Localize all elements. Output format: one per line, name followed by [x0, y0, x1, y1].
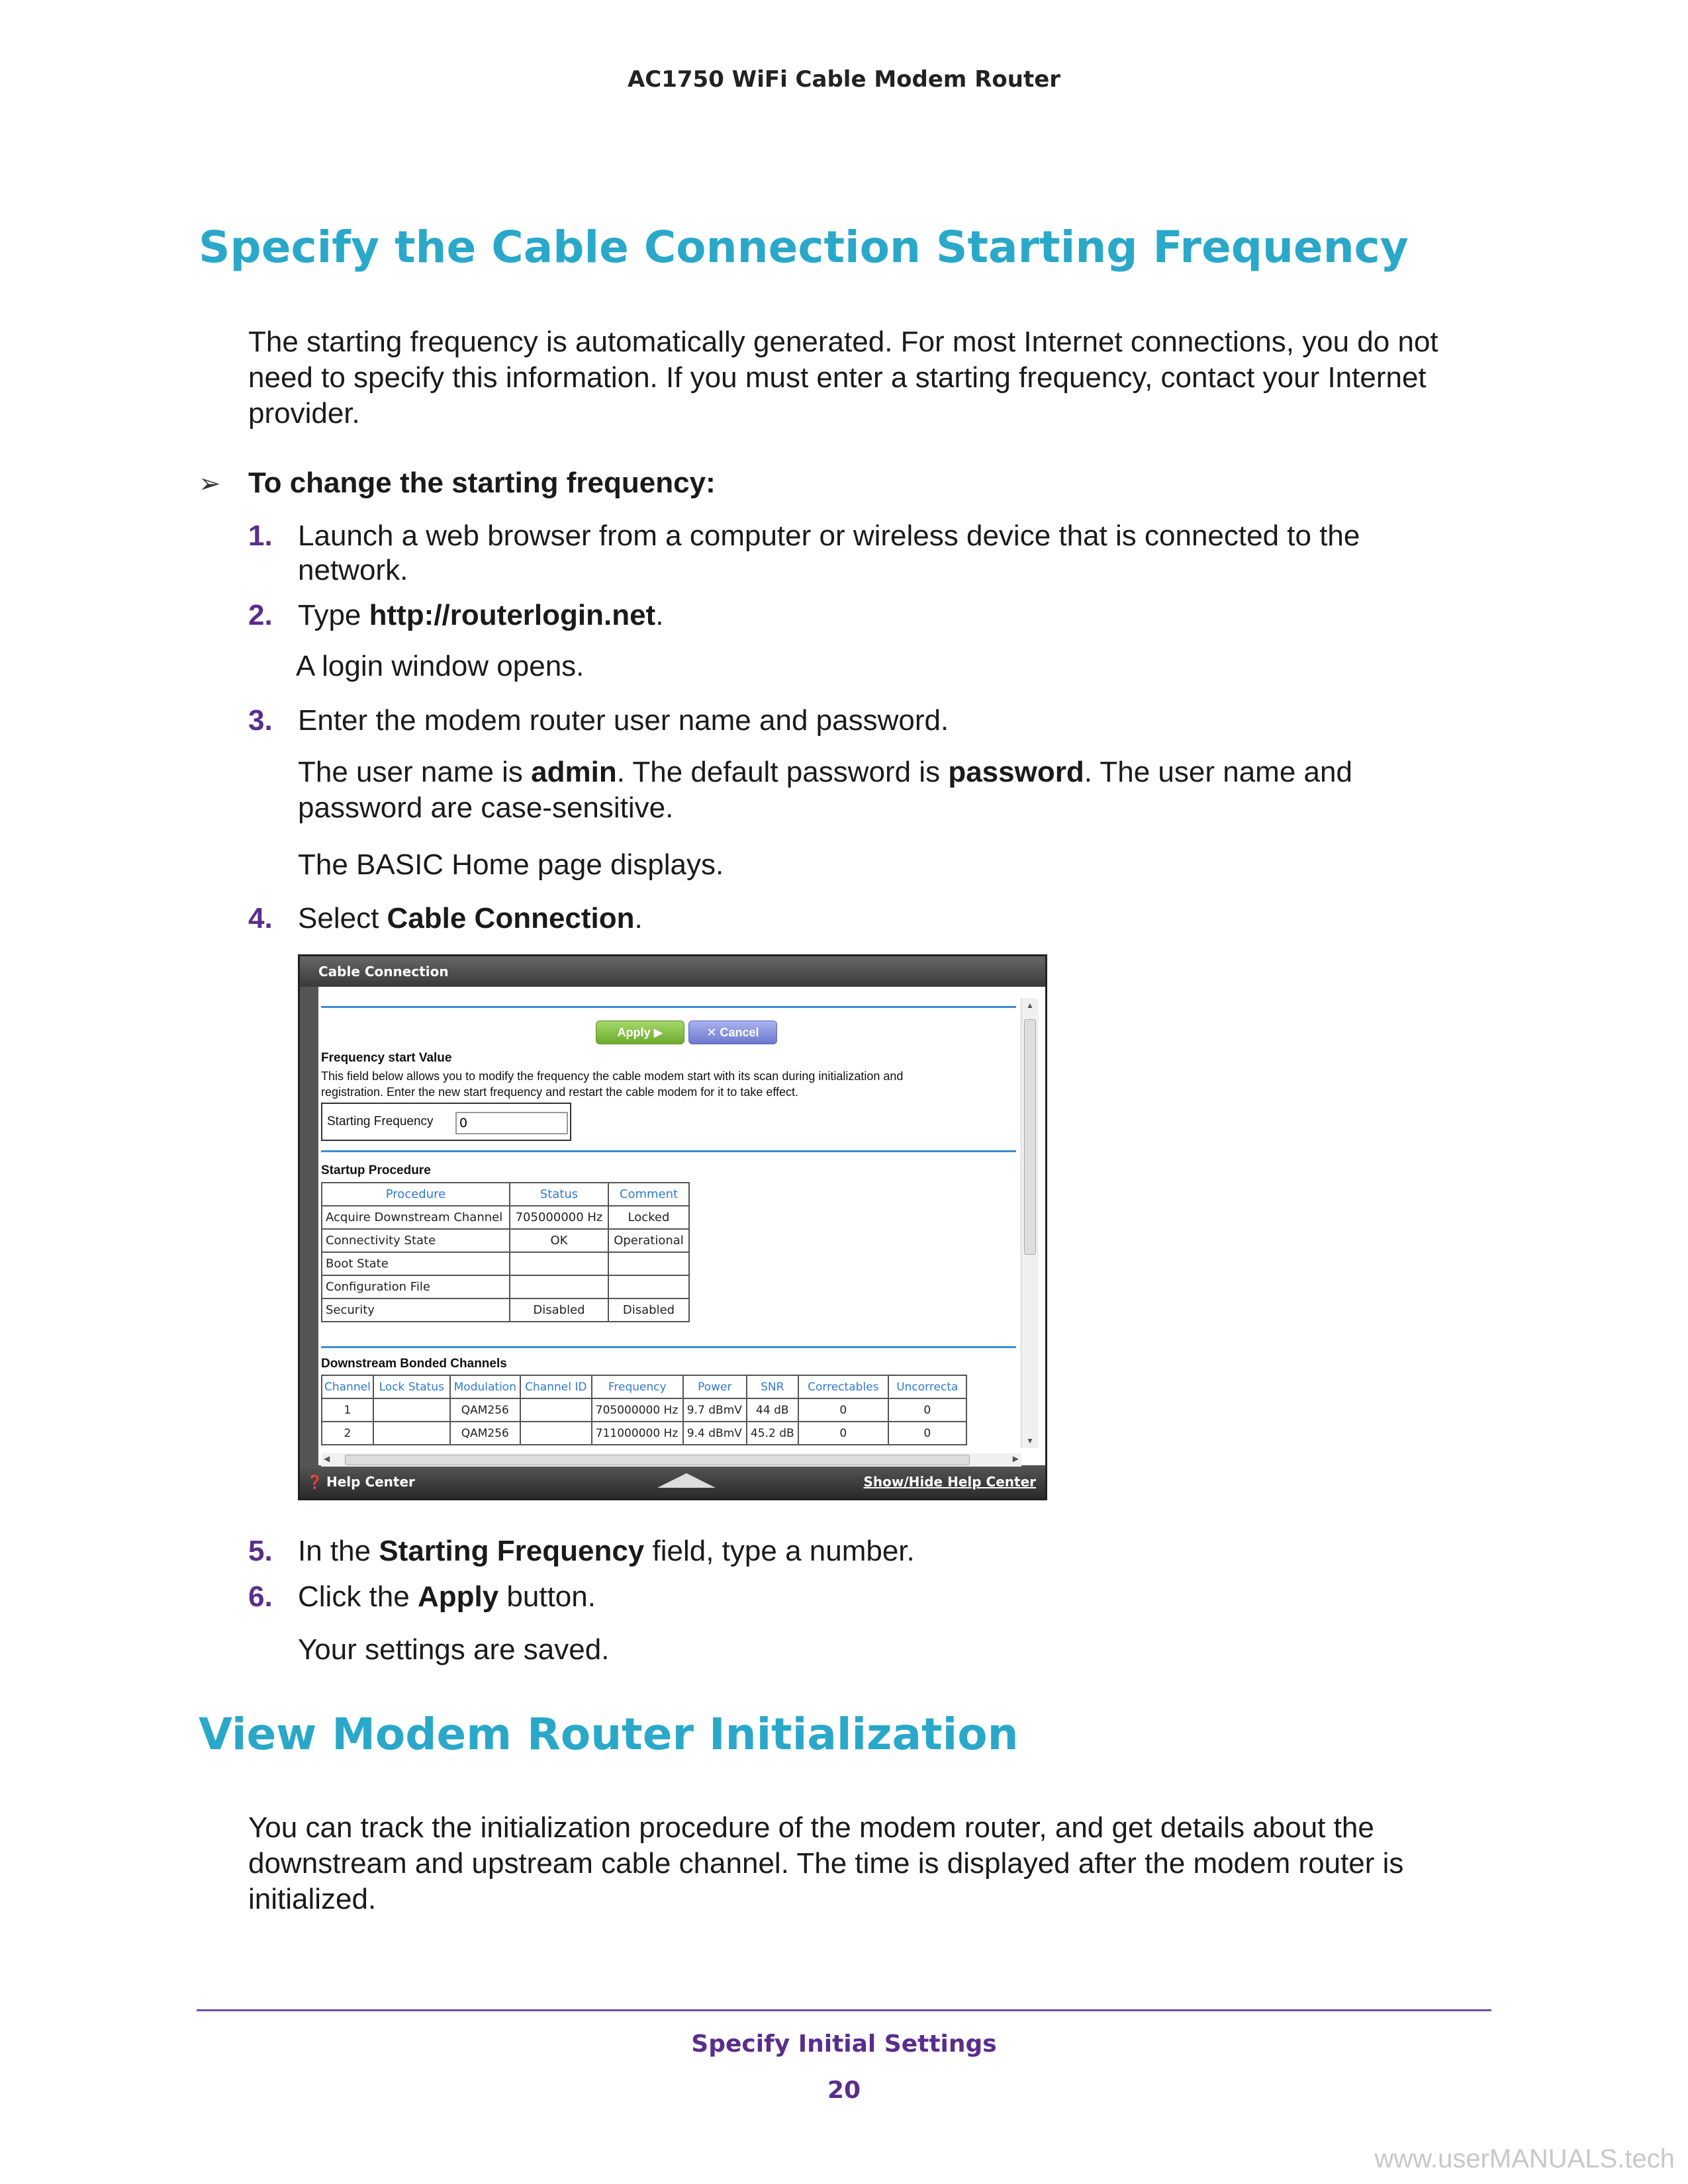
downstream-table: Channel Lock Status Modulation Channel ID Frequency Power SNR Correctables Uncorrecta 1 QAM256 705000000 Hz 9.7 dBmV 44 dB 0 0 2 QAM256 711000000 Hz 9.4 dBmV 45.2 dB 0 0 — [321, 1375, 967, 1445]
url-text: http://routerlogin.net — [369, 599, 656, 631]
col-procedure: Procedure — [322, 1183, 510, 1206]
starting-frequency-label: Starting Frequency — [327, 1115, 434, 1128]
section2-paragraph: You can track the initialization procedure of the modem router, and get details about the downstream and upstream cable channel. The time is displayed after the modem router is initialized. — [248, 1811, 1404, 1915]
help-center-label[interactable]: Help Center — [326, 1474, 415, 1490]
help-center-bar — [300, 1465, 1045, 1498]
apply-button[interactable]: Apply ▶ — [596, 1021, 684, 1044]
scroll-up-icon[interactable]: ▲ — [1026, 1001, 1034, 1010]
screenshot-title: Cable Connection — [300, 956, 1045, 987]
step-2-note: A login window opens. — [296, 650, 585, 682]
scroll-right-icon[interactable]: ▶ — [1012, 1454, 1019, 1463]
scroll-down-icon[interactable]: ▼ — [1026, 1436, 1034, 1445]
table-row: 2 QAM256 711000000 Hz 9.4 dBmV 45.2 dB 0 0 — [322, 1422, 966, 1445]
table-row: Configuration File — [322, 1275, 689, 1298]
table-row: Security Disabled Disabled — [322, 1298, 689, 1322]
freq-desc-line1: This field below allows you to modify the frequency the cable modem start with its scan during initialization and — [321, 1069, 904, 1083]
table-row: 1 QAM256 705000000 Hz 9.7 dBmV 44 dB 0 0 — [322, 1398, 966, 1422]
running-header: AC1750 WiFi Cable Modem Router — [627, 66, 1061, 93]
downstream-table-viewport — [321, 1375, 1021, 1451]
intro-paragraph: The starting frequency is automatically generated. For most Internet connections, you do not need to specify this information. If you must enter a starting frequency, contact your Internet provider. — [248, 326, 1438, 430]
watermark: www.userMANUALS.tech — [1374, 2144, 1675, 2173]
help-icon: ❓ — [306, 1474, 323, 1490]
freq-heading: Frequency start Value — [321, 1051, 452, 1065]
expand-arrow-icon[interactable] — [657, 1473, 716, 1488]
divider — [321, 1346, 1016, 1348]
show-hide-help-link[interactable]: Show/Hide Help Center — [863, 1474, 1036, 1490]
step-3-note2: The BASIC Home page displays. — [298, 848, 724, 881]
arrow-icon: ➢ — [199, 469, 221, 498]
page-number: 20 — [827, 2077, 861, 2104]
freq-desc-line2: registration. Enter the new start frequency and restart the cable modem for it to take effect. — [321, 1085, 799, 1099]
divider — [321, 1150, 1016, 1152]
table-row: Boot State — [322, 1252, 689, 1275]
starting-frequency-input[interactable] — [455, 1112, 568, 1134]
vertical-scrollbar[interactable] — [1021, 998, 1039, 1448]
divider — [321, 1006, 1016, 1008]
procedure-heading: ➢ To change the starting frequency: — [199, 467, 716, 499]
section-title: Specify the Cable Connection Starting Frequency — [199, 222, 1409, 273]
scroll-left-icon[interactable]: ◀ — [324, 1454, 330, 1463]
step-6-note: Your settings are saved. — [298, 1633, 610, 1666]
footer-divider — [197, 2009, 1491, 2011]
startup-table — [321, 1182, 690, 1322]
footer-section-title: Specify Initial Settings — [691, 2030, 997, 2058]
horizontal-scrollbar[interactable] — [321, 1453, 1021, 1467]
table-row: Acquire Downstream Channel 705000000 Hz Locked — [322, 1206, 689, 1229]
vertical-scroll-thumb[interactable] — [1024, 1019, 1036, 1255]
startup-heading: Startup Procedure — [321, 1163, 431, 1177]
col-status: Status — [510, 1183, 608, 1206]
step-3-note: The user name is admin. The default password is password. The user name and password are case-sensitive. — [298, 756, 1352, 824]
downstream-heading: Downstream Bonded Channels — [321, 1357, 507, 1371]
col-comment: Comment — [608, 1183, 689, 1206]
table-row: Connectivity State OK Operational — [322, 1229, 689, 1252]
cancel-button[interactable]: ✕ Cancel — [688, 1021, 777, 1044]
horizontal-scroll-thumb[interactable] — [345, 1455, 970, 1465]
section-title: View Modem Router Initialization — [199, 1709, 1019, 1760]
